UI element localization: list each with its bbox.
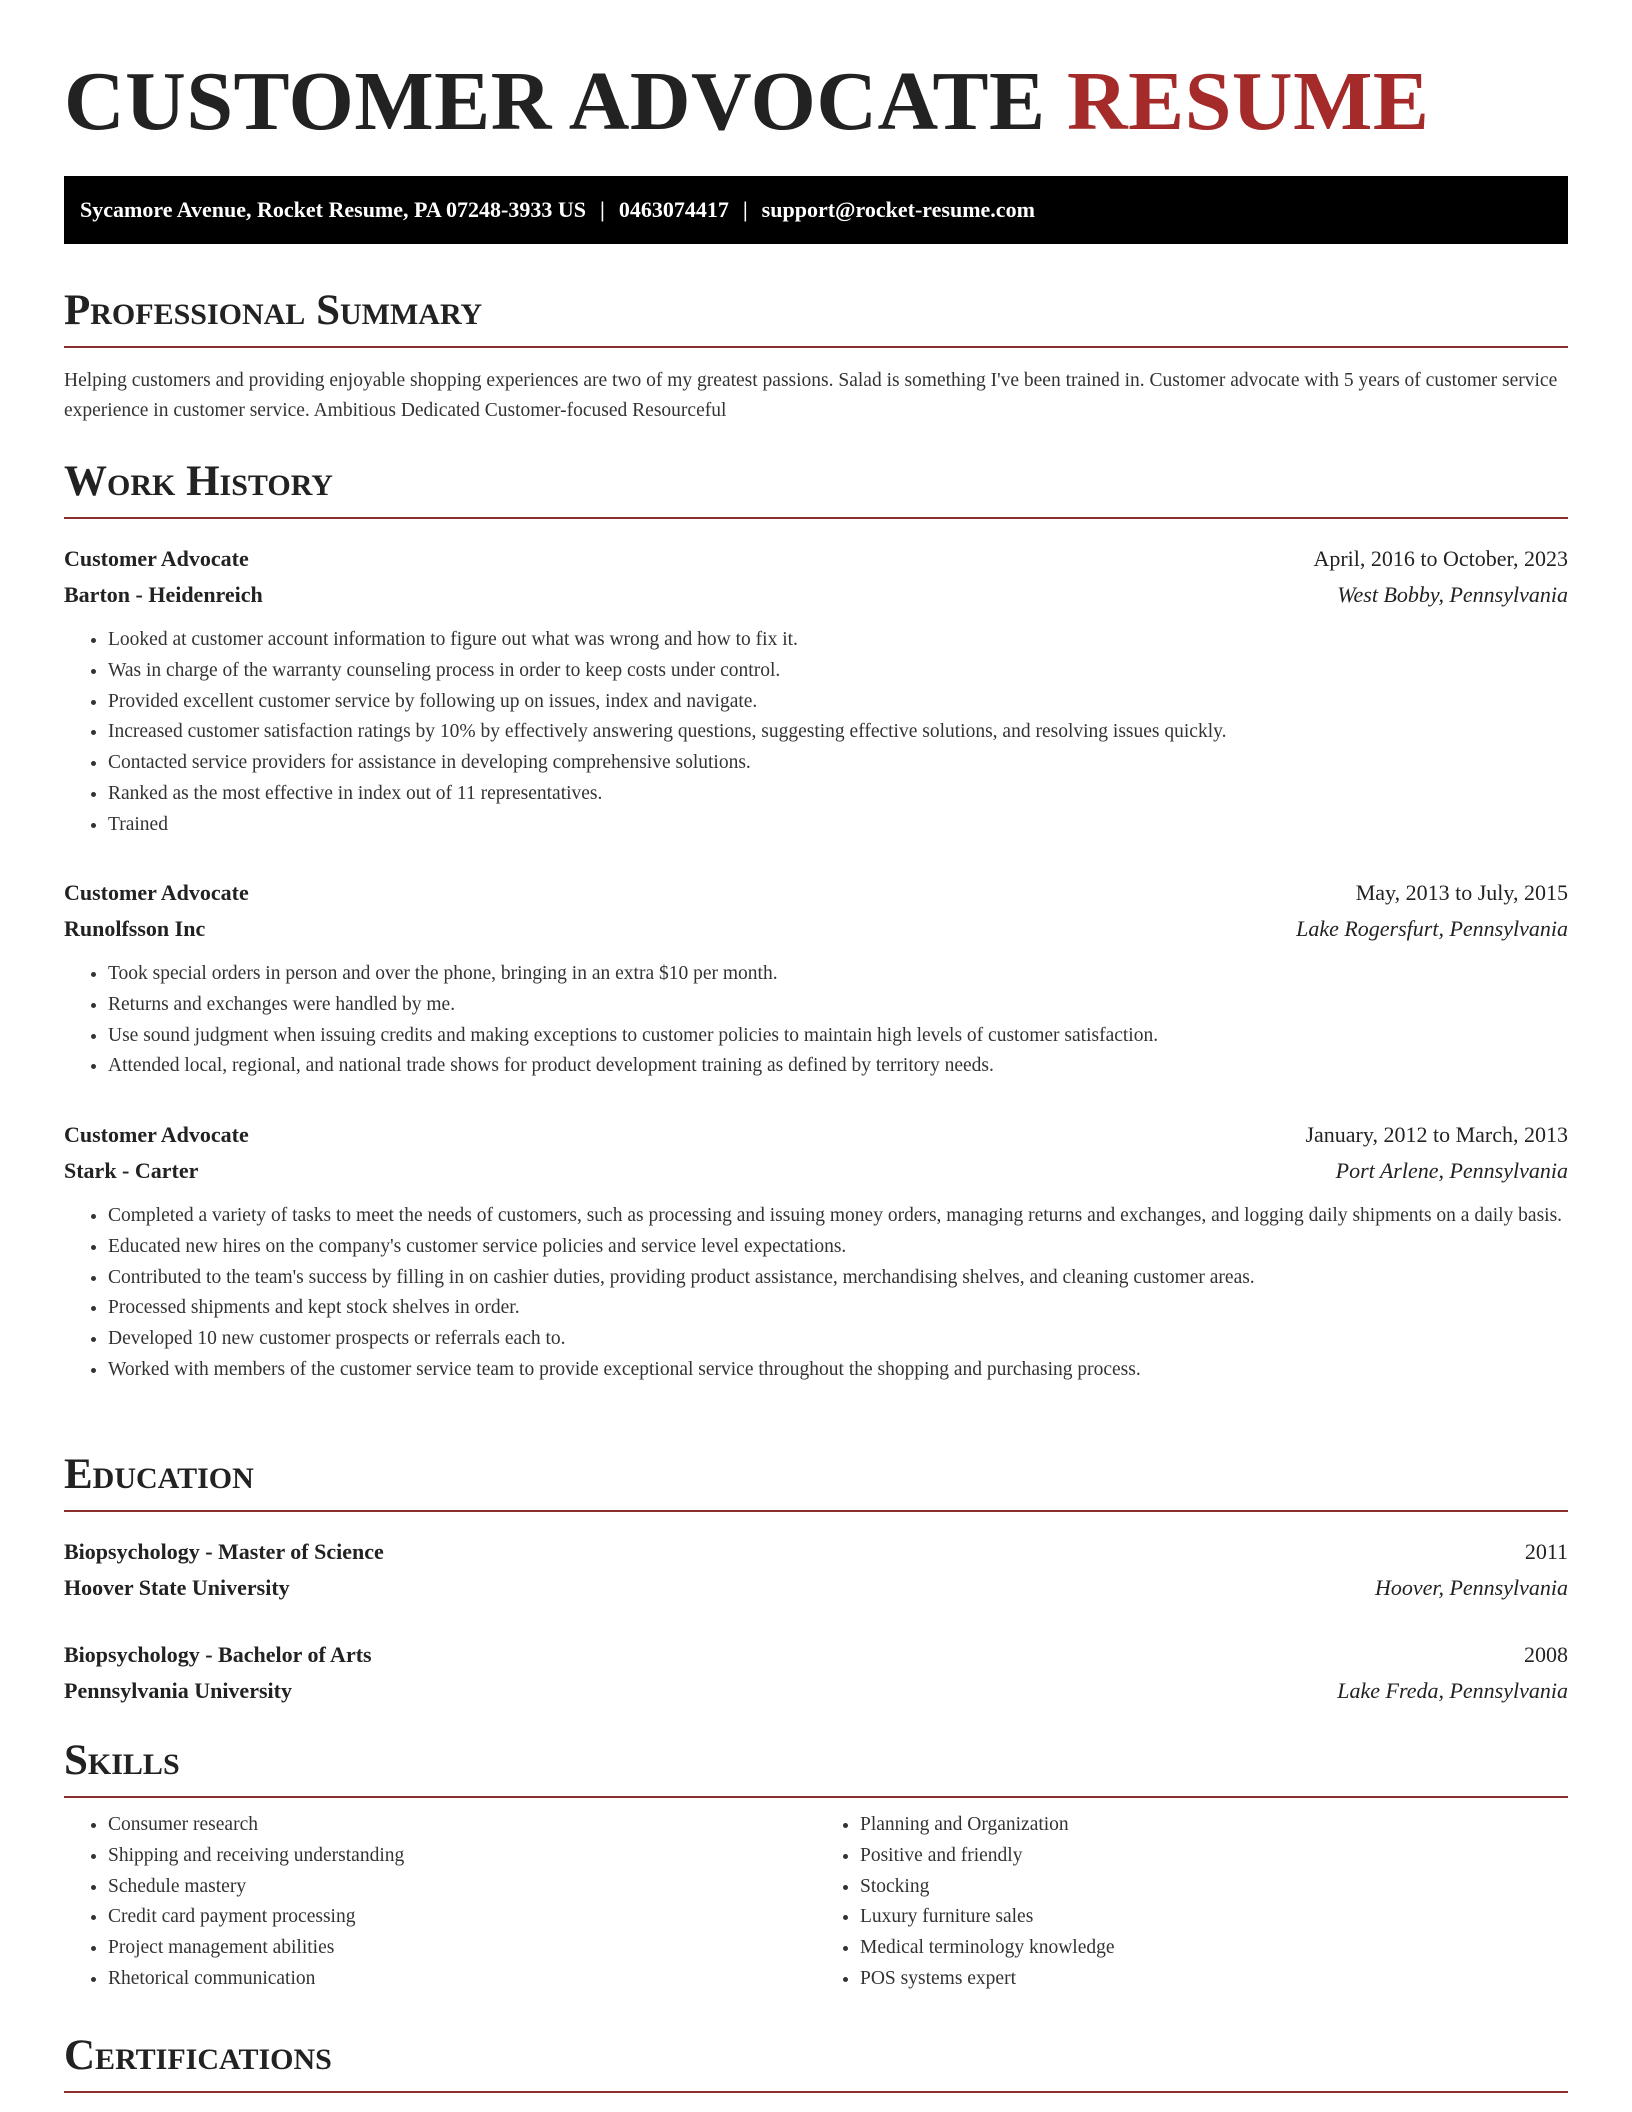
job-bullet: • Contacted service providers for assistance in developing comprehensive solutions. <box>108 748 1568 779</box>
job-header-row <box>64 875 1568 911</box>
education-entry <box>64 1637 1568 1709</box>
job-entry <box>64 541 1568 841</box>
education-location: Hoover, Pennsylvania <box>1374 1575 1568 1600</box>
job-bullet: • Processed shipments and kept stock shelves in order. <box>108 1293 1568 1324</box>
contact-address: Sycamore Avenue, Rocket Resume, PA 07248-3933 US <box>80 197 586 222</box>
education-school-row <box>64 1570 1568 1606</box>
job-header-row <box>64 541 1568 577</box>
skill-item: • Rhetorical communication <box>108 1964 816 1995</box>
job-entry <box>64 875 1568 1082</box>
job-bullet: • Looked at customer account information to figure out what was wrong and how to fix it. <box>108 625 1568 656</box>
skill-item: • Consumer research <box>108 1810 816 1841</box>
education-year: 2008 <box>1524 1642 1568 1667</box>
job-company-row <box>64 1153 1568 1189</box>
job-bullets <box>64 959 1568 1082</box>
job-company: Stark - Carter <box>64 1158 199 1183</box>
job-bullet: • Contributed to the team's success by filling in on cashier duties, providing product assistance, merchandising shelves, and cleaning customer areas. <box>108 1263 1568 1294</box>
contact-email: support@rocket-resume.com <box>761 197 1035 222</box>
job-location: Port Arlene, Pennsylvania <box>1335 1158 1568 1183</box>
job-title: Customer Advocate <box>64 1122 249 1147</box>
job-bullet: • Provided excellent customer service by following up on issues, index and navigate. <box>108 687 1568 718</box>
job-bullet: • Trained <box>108 810 1568 841</box>
job-company-row <box>64 577 1568 613</box>
title-main: CUSTOMER ADVOCATE <box>64 55 1046 148</box>
skill-item: • Positive and friendly <box>860 1841 1568 1872</box>
contact-separator: | <box>599 197 605 222</box>
job-bullets <box>64 1201 1568 1386</box>
job-company: Runolfsson Inc <box>64 916 206 941</box>
education-entry <box>64 1534 1568 1606</box>
job-dates: April, 2016 to October, 2023 <box>1313 546 1568 571</box>
job-dates: May, 2013 to July, 2015 <box>1355 880 1568 905</box>
skills-heading: Skills <box>64 1735 1568 1798</box>
resume-title <box>64 0 1568 148</box>
education-school: Hoover State University <box>64 1575 290 1600</box>
job-bullet: • Returns and exchanges were handled by me. <box>108 990 1568 1021</box>
education-section <box>64 1449 1568 1512</box>
skills-columns <box>64 1810 1568 1995</box>
resume-page <box>64 0 1568 2079</box>
skills-section <box>64 1735 1568 1995</box>
job-bullet: • Ranked as the most effective in index out of 11 representatives. <box>108 779 1568 810</box>
job-title: Customer Advocate <box>64 880 249 905</box>
job-bullet: • Developed 10 new customer prospects or referrals each to. <box>108 1324 1568 1355</box>
job-bullet: • Worked with members of the customer service team to provide exceptional service throughout the shopping and purchasing process. <box>108 1355 1568 1386</box>
job-bullet: • Increased customer satisfaction ratings by 10% by effectively answering questions, suggesting effective solutions, and resolving issues quickly. <box>108 717 1568 748</box>
job-bullets <box>64 625 1568 841</box>
title-accent: RESUME <box>1067 55 1430 148</box>
skill-item: • Shipping and receiving understanding <box>108 1841 816 1872</box>
skill-item: • Credit card payment processing <box>108 1902 816 1933</box>
skill-item: • Schedule mastery <box>108 1872 816 1903</box>
education-degree: Biopsychology - Master of Science <box>64 1539 384 1564</box>
job-bullet: • Took special orders in person and over the phone, bringing in an extra $10 per month. <box>108 959 1568 990</box>
contact-bar <box>64 176 1568 244</box>
summary-text: Helping customers and providing enjoyable shopping experiences are two of my greatest passions. Salad is something I've been trained in. Customer advocate with 5 years of customer service experience in customer service. Ambitious Dedicated Customer-focused Resourceful <box>64 370 1558 421</box>
skill-item: • Stocking <box>860 1872 1568 1903</box>
job-bullet: • Use sound judgment when issuing credits and making exceptions to customer policies to maintain high levels of customer satisfaction. <box>108 1021 1568 1052</box>
work-history-heading: Work History <box>64 456 1568 519</box>
education-school-row <box>64 1673 1568 1709</box>
skill-item: • Project management abilities <box>108 1933 816 1964</box>
job-dates: January, 2012 to March, 2013 <box>1305 1122 1568 1147</box>
certifications-section <box>64 2030 1568 2093</box>
skill-item: • Luxury furniture sales <box>860 1902 1568 1933</box>
education-degree: Biopsychology - Bachelor of Arts <box>64 1642 372 1667</box>
skills-list-left <box>64 1810 816 1995</box>
job-location: West Bobby, Pennsylvania <box>1337 582 1568 607</box>
job-bullet: • Completed a variety of tasks to meet the needs of customers, such as processing and issuing money orders, managing returns and exchanges, and logging daily shipments on a daily basis. <box>108 1201 1568 1232</box>
job-bullet: • Educated new hires on the company's customer service policies and service level expectations. <box>108 1232 1568 1263</box>
job-location: Lake Rogersfurt, Pennsylvania <box>1296 916 1568 941</box>
skill-item: • Medical terminology knowledge <box>860 1933 1568 1964</box>
contact-separator: | <box>742 197 748 222</box>
skills-list-right <box>816 1810 1568 1995</box>
job-title: Customer Advocate <box>64 546 249 571</box>
education-degree-row <box>64 1534 1568 1570</box>
skill-item: • POS systems expert <box>860 1964 1568 1995</box>
summary-heading: Professional Summary <box>64 285 1568 348</box>
summary-section <box>64 285 1568 426</box>
job-entry <box>64 1117 1568 1386</box>
contact-phone: 0463074417 <box>618 197 729 222</box>
job-bullet: • Was in charge of the warranty counseling process in order to keep costs under control. <box>108 656 1568 687</box>
work-history-section <box>64 456 1568 519</box>
job-header-row <box>64 1117 1568 1153</box>
education-heading: Education <box>64 1449 1568 1512</box>
education-year: 2011 <box>1524 1539 1568 1564</box>
education-location: Lake Freda, Pennsylvania <box>1337 1678 1568 1703</box>
certifications-heading: Certifications <box>64 2030 1568 2093</box>
skill-item: • Planning and Organization <box>860 1810 1568 1841</box>
education-school: Pennsylvania University <box>64 1678 292 1703</box>
job-company: Barton - Heidenreich <box>64 582 263 607</box>
education-degree-row <box>64 1637 1568 1673</box>
job-bullet: • Attended local, regional, and national trade shows for product development training as defined by territory needs. <box>108 1051 1568 1082</box>
job-company-row <box>64 911 1568 947</box>
